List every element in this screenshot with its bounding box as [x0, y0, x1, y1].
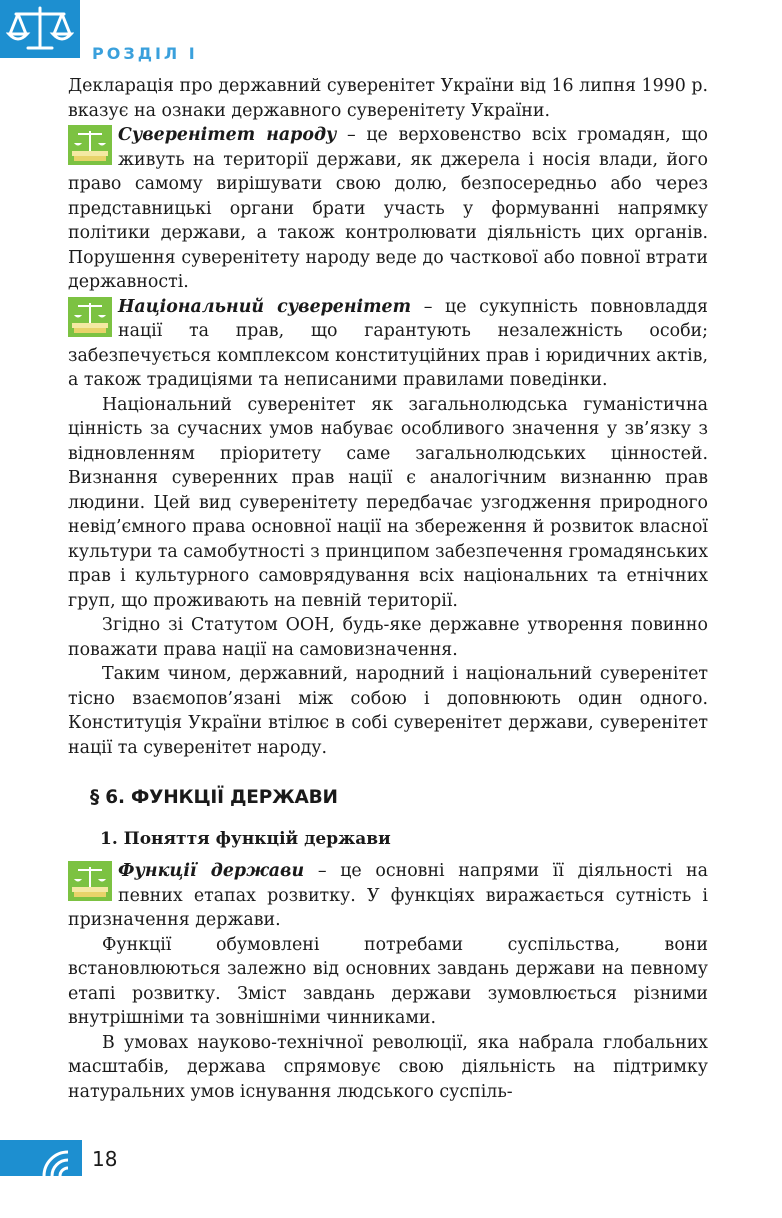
header-corner-block	[0, 0, 80, 58]
footer-bar	[0, 1140, 82, 1176]
page-number: 18	[92, 1147, 118, 1171]
definition-state-functions	[68, 859, 708, 933]
scales-on-books-icon	[68, 297, 112, 337]
paragraph-functions-needs: Функції обумовлені потребами суспільства, вони встановлюються залежно від основних завдань держави на певному етапі розвитку. Зміст завдань держави зумовлюється різними внутрішніми та зовнішніми чинниками.	[68, 934, 708, 1028]
paragraph-declaration: Декларація про державний суверенітет України від 16 липня 1990 р. вказує на ознаки державного суверенітету України.	[68, 76, 708, 121]
definition-text: – це сукупність повновладдя нації та прав, що гарантують незалежність особи; забезпечується комплексом конституційних прав і юридичних актів, а також традиціями та неписаними правилами поведінки.	[68, 296, 708, 390]
subsection-heading: 1. Поняття функцій держави	[100, 828, 391, 849]
definition-people-sovereignty	[68, 123, 708, 295]
scales-on-books-icon	[68, 861, 112, 901]
section-heading: § 6. ФУНКЦІЇ ДЕРЖАВИ	[90, 787, 338, 808]
page-content	[68, 74, 708, 1104]
paragraph-conclusion: Таким чином, державний, народний і національний суверенітет тісно взаємопов’язані між собою і доповнюють один одного. Конституція України втілює в собі суверенітет держави, суверенітет нації та суверенітет народу.	[68, 664, 708, 758]
paragraph-scientific-revolution: В умовах науково-технічної революції, яка набрала глобальних масштабів, держава спрямовує свою діяльність на підтримку натуральних умов існування людського суспіль-	[68, 1032, 708, 1102]
definition-national-sovereignty	[68, 295, 708, 393]
definition-term: Функції держави	[118, 861, 305, 881]
paragraph-un-charter: Згідно зі Статутом ООН, будь-яке державне утворення повинно поважати права нації на самовизначення.	[68, 615, 708, 660]
scales-on-books-icon	[68, 125, 112, 165]
definition-text: – це основні напрями її діяльності на певних етапах розвитку. У функціях виражається сутність і призначення держави.	[68, 861, 708, 930]
scales-of-justice-icon	[6, 4, 74, 54]
definition-term: Національний суверенітет	[118, 296, 412, 317]
definition-term: Суверенітет народу	[118, 125, 337, 145]
paragraph-national-value: Національний суверенітет як загальнолюдська гуманістична цінність за сучасних умов набуває особливого значення у зв’язку з відновленням пріоритету саме загальнолюдських цінностей. Визнання суверенних прав нації є аналогічним визнанню прав людини. Цей вид суверенітету передбачає узгодження природного невід’ємного права основної нації на збереження й розвиток власної культури та самобутності з принципом забезпечення громадянських прав і культурного самоврядування всіх національних та етнічних груп, що проживають на певній території.	[68, 394, 708, 611]
section-label: РОЗДІЛ І	[92, 44, 198, 63]
signal-arcs-icon	[38, 1140, 82, 1176]
definition-text: – це верховенство всіх громадян, що живуть на території держави, як джерела і носія влади, його право самому вирішувати свою долю, безпосередньо або через представницькі органи брати участь у формуванні напрямку політики держави, а також контролювати діяльність цих органів. Порушення суверенітету народу веде до часткової або повної втрати державності.	[68, 125, 709, 292]
